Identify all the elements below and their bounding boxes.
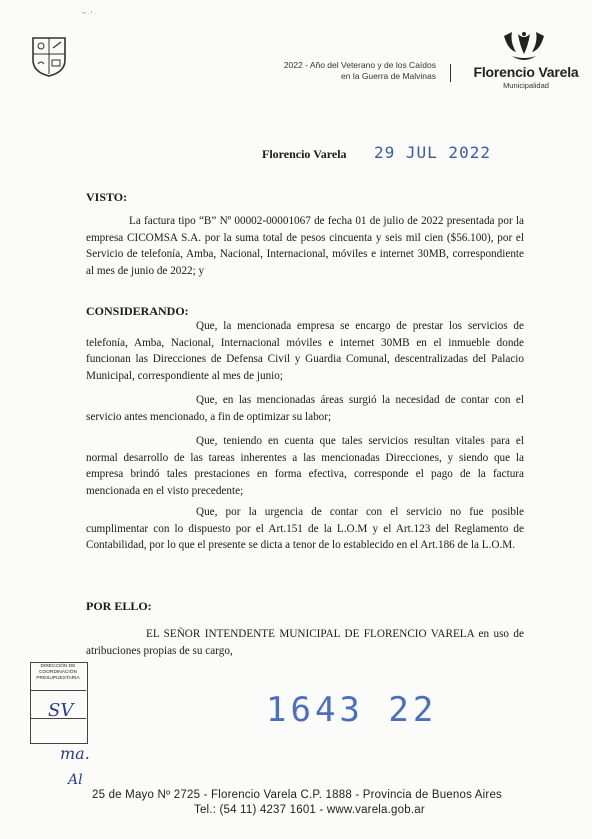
- considerando-heading: CONSIDERANDO:: [86, 304, 189, 318]
- visto-heading: VISTO:: [86, 190, 128, 204]
- considerando-paragraph-3: Que, teniendo en cuenta que tales servicios resultan vitales para el normal desarrollo de las tareas inherentes a las mencionadas Direcciones, y siendo que la empresa brindó tales prestaciones en forma efectiva, corresponde el pago de la factura mencionada en el visto precedente;: [86, 435, 524, 497]
- por-ello-paragraph: EL SEÑOR INTENDENTE MUNICIPAL DE FLORENCIO VARELA en uso de atribuciones propias de su cargo,: [86, 628, 524, 657]
- stamp-divider: [30, 690, 86, 691]
- considerando-paragraph-1: Que, la mencionada empresa se encargo de prestar los servicios de telefonía, Amba, Nacional, Internacional móviles e internet 30MB en el inmueble donde funcionan las Direcciones de Defensa Civil y Guardia Comunal, descentralizadas del Palacio Municipal, correspondiente al mes de junio;: [86, 320, 524, 382]
- considerando-paragraph-2: Que, en las mencionadas áreas surgió la necesidad de contar con el servicio antes mencionado, a fin de optimizar su labor;: [86, 394, 524, 423]
- decree-number: 1643 22: [266, 690, 438, 730]
- stamp-text: DIRECCIÓN DE COORDINACIÓN PRESUPUESTARIA: [36, 664, 80, 681]
- logo-name: Florencio Varela: [473, 64, 579, 80]
- por-ello-heading: POR ELLO:: [86, 599, 152, 613]
- logo-subtitle: Municipalidad: [503, 81, 549, 90]
- footer-contact: Tel.: (54 11) 4237 1601 - www.varela.gob.ar: [194, 804, 425, 816]
- municipal-crest-icon: [30, 34, 68, 78]
- dateline-place: Florencio Varela: [262, 147, 347, 161]
- header-divider: [450, 64, 451, 82]
- date-stamp: 29 JUL 2022: [374, 143, 491, 162]
- handwritten-signature: Al: [68, 772, 83, 788]
- corner-marks: ¬ · ʳ ·: [82, 11, 96, 17]
- florencio-varela-logo-icon: [498, 30, 550, 64]
- considerando-paragraph-4: Que, por la urgencia de contar con el servicio no fue posible cumplimentar con lo dispuesto por el Art.151 de la L.O.M y el Art.123 del Reglamento de Contabilidad, por lo que el presente se dicta a tenor de lo establecido en el Art.186 de la L.O.M.: [86, 506, 524, 552]
- handwritten-note: ma.: [60, 744, 90, 763]
- header-motto: [230, 60, 436, 82]
- handwritten-initials: SV: [48, 700, 74, 721]
- footer-address: 25 de Mayo Nº 2725 - Florencio Varela C.P. 1888 - Provincia de Buenos Aires: [92, 789, 502, 801]
- visto-paragraph: La factura tipo “B” Nº 00002-00001067 de fecha 01 de julio de 2022 presentada por la empresa CICOMSA S.A. por la suma total de pesos cincuenta y seis mil cien ($56.100), por el Servicio de telefonía, Amba, Nacional, Internacional, móviles e internet 30MB, correspondiente al mes de junio de 2022; y: [86, 215, 524, 277]
- motto-line-2: en la Guerra de Malvinas: [341, 71, 436, 81]
- motto-line-1: 2022 - Año del Veterano y de los Caídos: [283, 60, 436, 70]
